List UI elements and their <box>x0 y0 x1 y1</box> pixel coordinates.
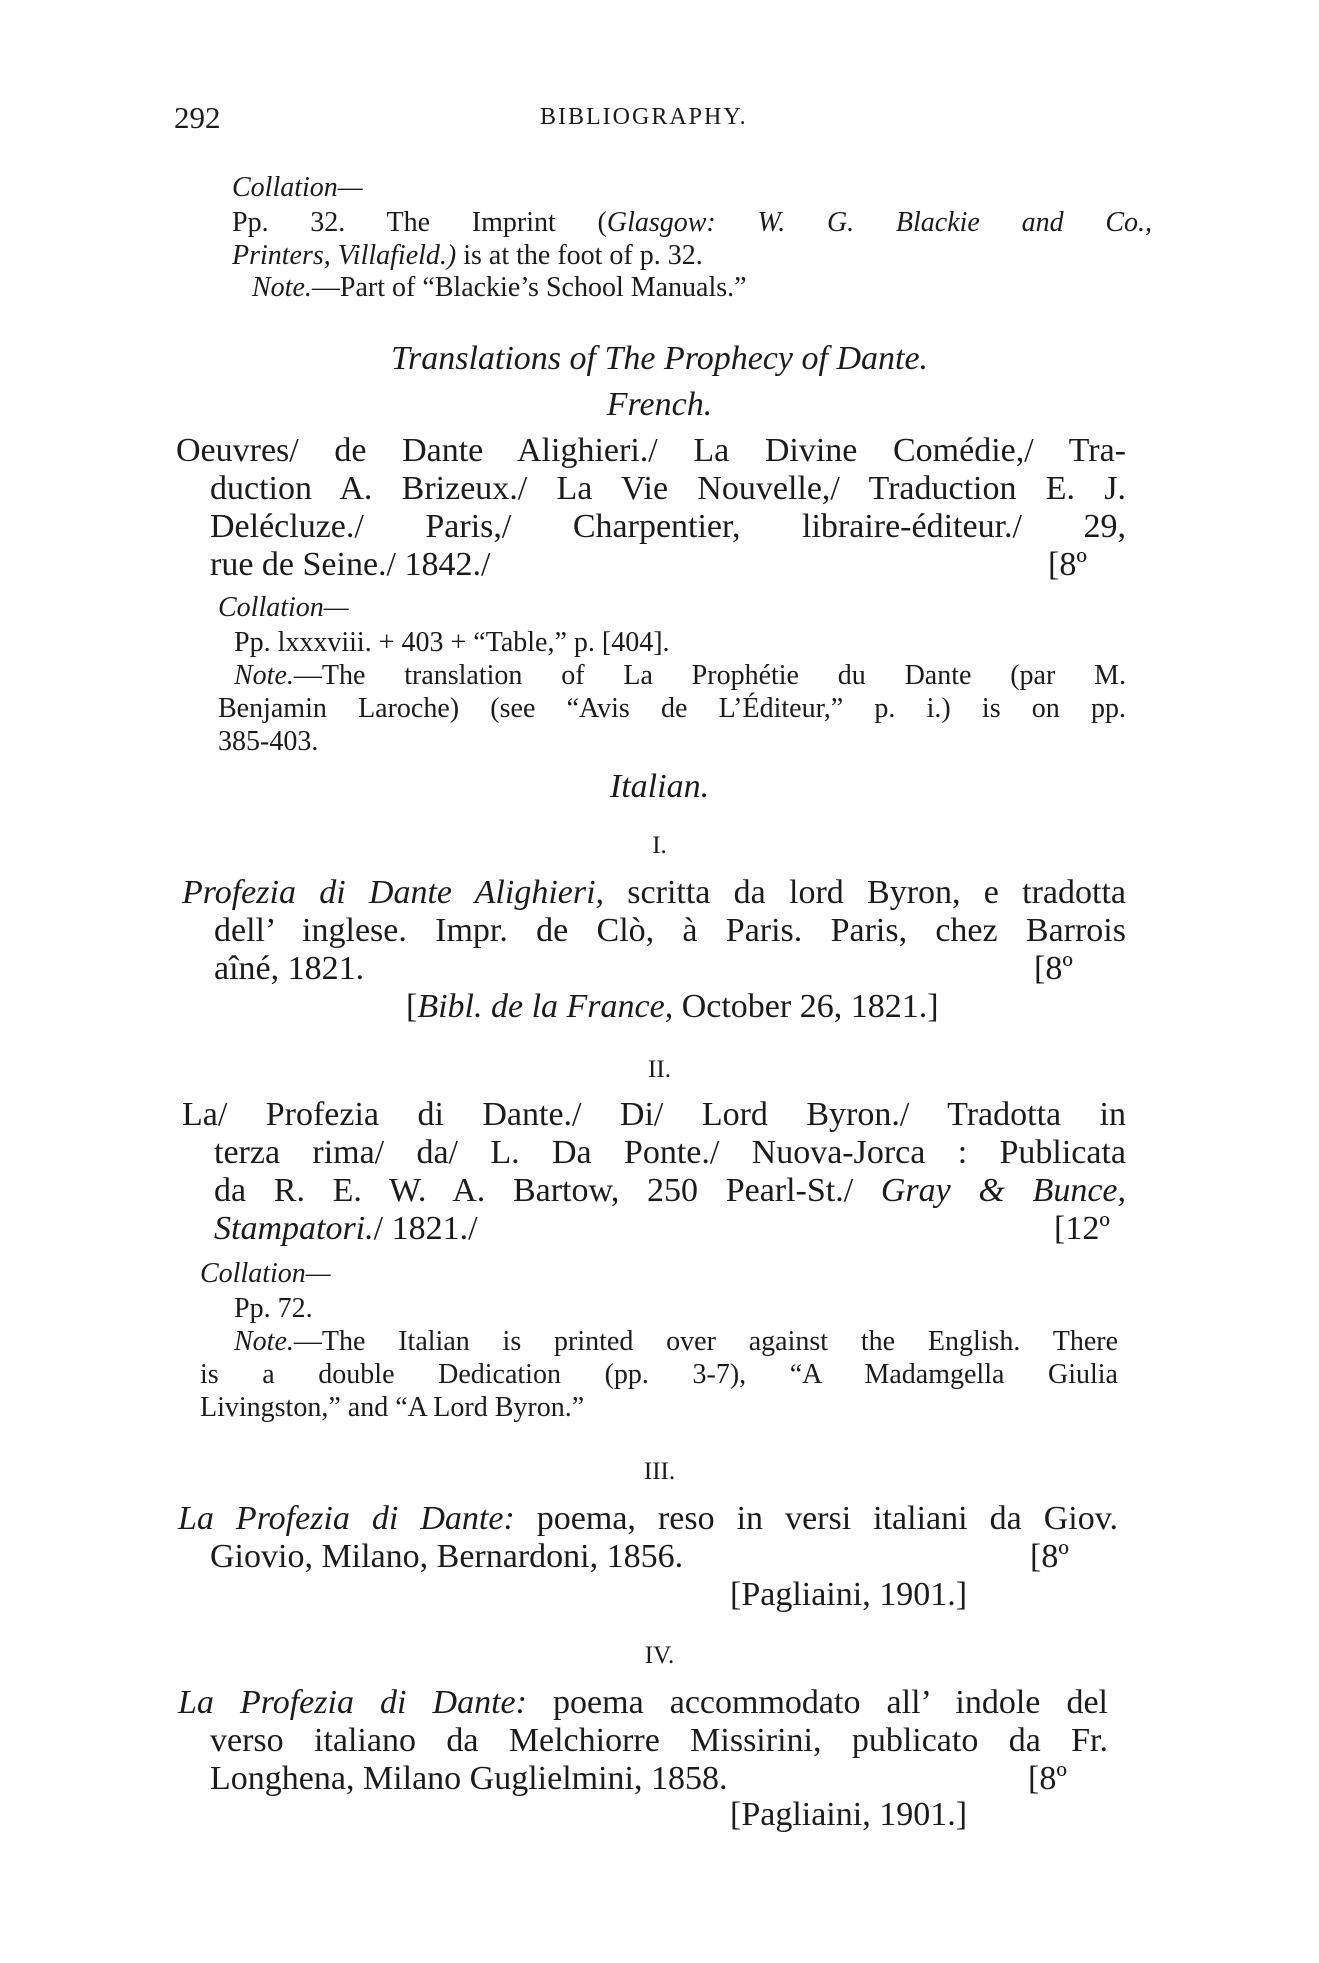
collation-line: Pp. 32. The Imprint (Glasgow: W. G. Blackie and Co., <box>232 207 1152 238</box>
entry-line: dell’ inglese. Impr. de Clò, à Paris. Paris, chez Barrois <box>214 912 1126 949</box>
note-line: Livingston,” and “A Lord Byron.” <box>200 1392 585 1423</box>
entry-number: IV. <box>644 1642 675 1669</box>
entry-line: La Profezia di Dante: poema accommodato all’ indole del <box>178 1684 1108 1721</box>
collation-label: Collation— <box>218 592 349 623</box>
collation-line: Pp. 72. <box>234 1293 313 1324</box>
section-title: Translations of The Prophecy of Dante. <box>390 340 929 377</box>
collation-line: Pp. lxxxviii. + 403 + “Table,” p. [404]. <box>234 627 670 658</box>
entry-line: Longhena, Milano Guglielmini, 1858. <box>210 1760 728 1797</box>
entry-line: verso italiano da Melchiorre Missirini, publicato da Fr. <box>210 1722 1108 1759</box>
entry-line: da R. E. W. A. Bartow, 250 Pearl-St./ Gray & Bunce, <box>214 1172 1127 1209</box>
format-mark: [8º <box>1048 546 1087 583</box>
format-mark: [8º <box>1034 950 1073 987</box>
entry-line: La/ Profezia di Dante./ Di/ Lord Byron./ Tradotta in <box>182 1096 1126 1133</box>
source-citation: [Pagliaini, 1901.] <box>730 1796 968 1833</box>
note-line: Note.—The translation of La Prophétie du Dante (par M. <box>234 660 1126 691</box>
entry-line: Oeuvres/ de Dante Alighieri./ La Divine Comédie,/ Tra- <box>176 432 1126 469</box>
entry-line: aîné, 1821. <box>214 950 365 987</box>
subsection-heading-french: French. <box>606 386 713 423</box>
collation-label: Collation— <box>232 172 363 203</box>
note-line: is a double Dedication (pp. 3-7), “A Madamgella Giulia <box>200 1359 1118 1390</box>
entry-line: rue de Seine./ 1842./ <box>210 546 491 583</box>
entry-number: I. <box>652 832 667 859</box>
collation-line: Printers, Villafield.) is at the foot of p. 32. <box>232 240 703 271</box>
source-citation: [Bibl. de la France, October 26, 1821.] <box>406 988 939 1025</box>
format-mark: [8º <box>1030 1538 1069 1575</box>
running-title: BIBLIOGRAPHY. <box>540 104 748 130</box>
entry-line: duction A. Brizeux./ La Vie Nouvelle,/ Traduction E. J. <box>210 470 1126 507</box>
entry-number: II. <box>648 1056 671 1083</box>
entry-number: III. <box>643 1458 676 1485</box>
note-line: Benjamin Laroche) (see “Avis de L’Éditeur,” p. i.) is on pp. <box>218 693 1126 724</box>
entry-line: terza rima/ da/ L. Da Ponte./ Nuova-Jorca : Publicata <box>214 1134 1126 1171</box>
entry-line: La Profezia di Dante: poema, reso in versi italiani da Giov. <box>178 1500 1118 1537</box>
entry-line: Giovio, Milano, Bernardoni, 1856. <box>210 1538 684 1575</box>
entry-line: Profezia di Dante Alighieri, scritta da lord Byron, e tradotta <box>182 874 1126 911</box>
subsection-heading-italian: Italian. <box>609 768 710 805</box>
page-number: 292 <box>174 100 221 135</box>
note-line: Note.—Part of “Blackie’s School Manuals.” <box>252 272 747 303</box>
note-line: 385-403. <box>218 726 319 757</box>
entry-line: Stampatori./ 1821./ <box>214 1210 478 1247</box>
collation-label: Collation— <box>200 1258 331 1289</box>
source-citation: [Pagliaini, 1901.] <box>730 1576 968 1613</box>
note-line: Note.—The Italian is printed over against the English. There <box>234 1326 1118 1357</box>
format-mark: [8º <box>1028 1760 1067 1797</box>
entry-line: Delécluze./ Paris,/ Charpentier, libraire-éditeur./ 29, <box>210 508 1126 545</box>
format-mark: [12º <box>1054 1210 1110 1247</box>
